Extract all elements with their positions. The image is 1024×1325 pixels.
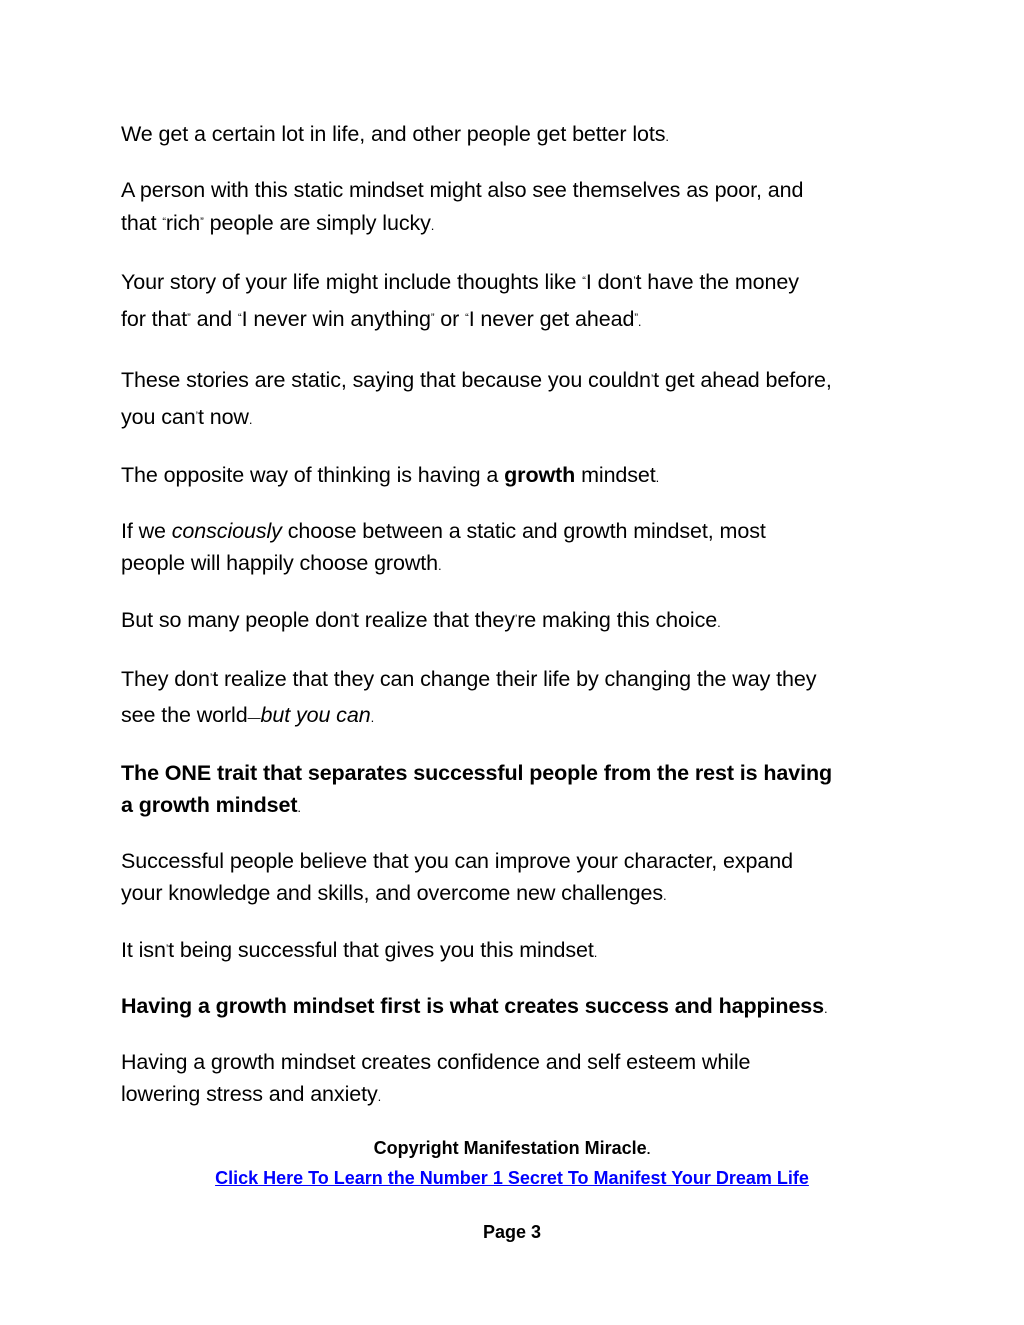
paragraph-4-period: . bbox=[248, 412, 253, 427]
paragraph-5-text-a: The opposite way of thinking is having a bbox=[121, 463, 505, 487]
paragraph-2-line-1: A person with this static mindset might also see themselves as poor, and bbox=[121, 178, 804, 202]
paragraph-4 bbox=[121, 361, 921, 438]
apostrophe: ’ bbox=[514, 613, 518, 625]
emphasis-consciously: consciously bbox=[171, 519, 282, 543]
open-quote: “ bbox=[162, 216, 166, 228]
close-quote: ” bbox=[430, 312, 435, 324]
apostrophe: ’ bbox=[195, 410, 198, 422]
paragraph-1-period: . bbox=[665, 129, 669, 144]
paragraph-7-text-c: re making this choice bbox=[517, 608, 718, 632]
emphasis-growth: growth bbox=[504, 463, 576, 487]
paragraph-10-line-1: Successful people believe that you can improve your character, expand bbox=[121, 849, 793, 873]
paragraph-3-text-g: or bbox=[434, 307, 466, 331]
paragraph-3-text-h: I never get ahead bbox=[468, 307, 635, 331]
paragraph-11-text-b: t being successful that gives you this mindset bbox=[168, 938, 594, 962]
apostrophe: ’ bbox=[650, 373, 654, 385]
paragraph-2-period: . bbox=[430, 218, 435, 233]
em-dash: — bbox=[247, 710, 261, 725]
paragraph-7-period: . bbox=[717, 615, 721, 630]
paragraph-5-period: . bbox=[655, 470, 660, 485]
apostrophe: ’ bbox=[350, 613, 354, 625]
copyright-text: Copyright Manifestation Miracle bbox=[373, 1138, 647, 1158]
paragraph-8-period: . bbox=[370, 710, 375, 725]
paragraph-3-text-c: t have the money bbox=[635, 270, 799, 294]
paragraph-4-text-b: t get ahead before, bbox=[653, 368, 832, 392]
paragraph-6-period: . bbox=[438, 558, 442, 573]
paragraph-10-line-2: your knowledge and skills, and overcome new challenges bbox=[121, 881, 663, 905]
open-quote: “ bbox=[238, 312, 242, 324]
paragraph-2 bbox=[121, 174, 921, 242]
paragraph-11-period: . bbox=[593, 945, 598, 960]
promo-link-text[interactable]: Click Here To Learn the Number 1 Secret To Manifest Your Dream Life bbox=[215, 1168, 809, 1188]
copyright-notice bbox=[0, 1138, 1024, 1159]
promo-link[interactable] bbox=[0, 1168, 1024, 1189]
paragraph-7 bbox=[121, 603, 921, 639]
paragraph-3-text-a: Your story of your life might include thoughts like bbox=[121, 270, 583, 294]
key-statement-line-1: The ONE trait that separates successful people from the rest is having bbox=[121, 761, 833, 785]
open-quote: “ bbox=[582, 275, 586, 287]
paragraph-13 bbox=[121, 1046, 921, 1113]
paragraph-13-line-1: Having a growth mindset creates confidence and self esteem while bbox=[121, 1050, 751, 1074]
paragraph-2-text-a: that bbox=[121, 211, 163, 235]
paragraph-6 bbox=[121, 515, 921, 582]
emphasis-but-you-can: but you can bbox=[260, 703, 371, 727]
paragraph-11-text-a: It isn bbox=[121, 938, 166, 962]
paragraph-8 bbox=[121, 660, 921, 736]
paragraph-3 bbox=[121, 263, 921, 340]
paragraph-6-text-a: If we bbox=[121, 519, 172, 543]
close-quote: ” bbox=[634, 312, 638, 324]
key-statement bbox=[121, 757, 921, 824]
paragraph-8-text-a: They don bbox=[121, 667, 210, 691]
paragraph-2-quoted-word: rich bbox=[165, 211, 201, 235]
paragraph-6-text-b: choose between a static and growth mindset, most bbox=[281, 519, 766, 543]
key-statement-period: . bbox=[297, 800, 301, 815]
paragraph-2-text-b: people are simply lucky bbox=[203, 211, 431, 235]
paragraph-13-line-2: lowering stress and anxiety bbox=[121, 1082, 378, 1106]
page-number: Page 3 bbox=[482, 1222, 542, 1242]
paragraph-4-text-d: t now bbox=[197, 405, 249, 429]
paragraph-5 bbox=[121, 459, 921, 494]
apostrophe: ’ bbox=[633, 275, 636, 287]
paragraph-3-text-f: I never win anything bbox=[241, 307, 431, 331]
paragraph-3-period: . bbox=[637, 314, 642, 329]
paragraph-10-period: . bbox=[662, 888, 667, 903]
close-quote: ” bbox=[187, 312, 191, 324]
paragraph-8-text-c: see the world bbox=[121, 703, 248, 727]
paragraph-11 bbox=[121, 933, 921, 969]
paragraph-10 bbox=[121, 845, 921, 912]
paragraph-6-line-2: people will happily choose growth bbox=[121, 551, 439, 575]
close-quote: ” bbox=[200, 216, 204, 228]
apostrophe: ’ bbox=[209, 672, 213, 684]
page-body bbox=[121, 118, 921, 1134]
key-statement-2-period: . bbox=[824, 1001, 828, 1016]
paragraph-8-text-b: t realize that they can change their life by changing the way they bbox=[212, 667, 817, 691]
paragraph-4-text-c: you can bbox=[121, 405, 196, 429]
paragraph-1-text: We get a certain lot in life, and other people get better lots bbox=[121, 122, 666, 146]
paragraph-7-text-a: But so many people don bbox=[121, 608, 351, 632]
copyright-period: . bbox=[646, 1142, 651, 1157]
paragraph-4-text-a: These stories are static, saying that because you couldn bbox=[121, 368, 651, 392]
key-statement-2-text: Having a growth mindset first is what creates success and happiness bbox=[121, 994, 825, 1018]
paragraph-3-text-b: I don bbox=[585, 270, 634, 294]
paragraph-1 bbox=[121, 118, 921, 153]
paragraph-7-text-b: t realize that they bbox=[353, 608, 515, 632]
key-statement-line-2: a growth mindset bbox=[121, 793, 298, 817]
key-statement-2 bbox=[121, 990, 921, 1025]
paragraph-5-text-b: mindset bbox=[575, 463, 656, 487]
paragraph-3-text-e: and bbox=[190, 307, 239, 331]
apostrophe: ’ bbox=[165, 943, 169, 955]
paragraph-3-text-d: for that bbox=[121, 307, 188, 331]
paragraph-13-period: . bbox=[377, 1089, 382, 1104]
open-quote: “ bbox=[465, 312, 469, 324]
